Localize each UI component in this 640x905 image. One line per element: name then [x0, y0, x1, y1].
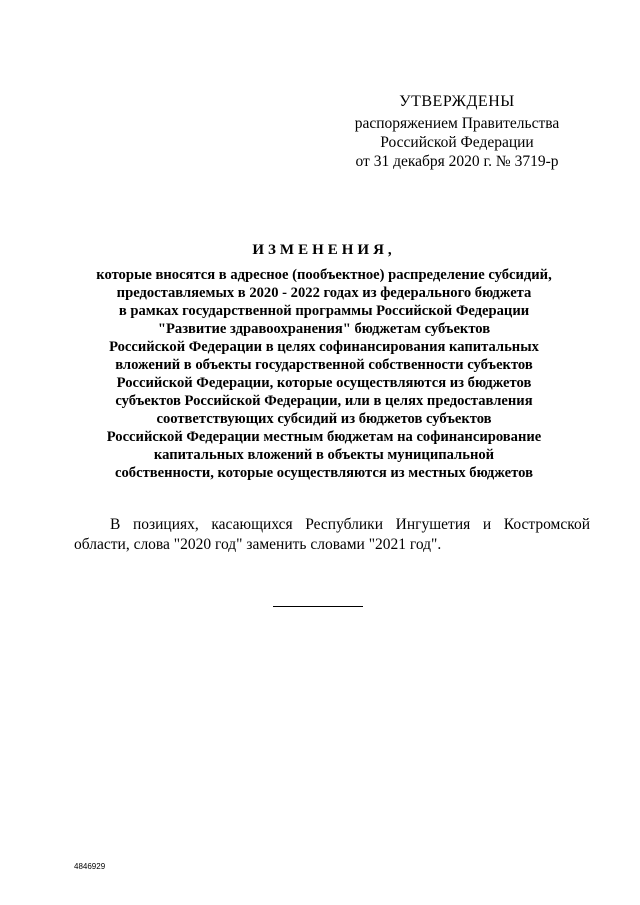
- subtitle-line: "Развитие здравоохранения" бюджетам субъектов: [157, 321, 491, 337]
- subtitle-line: собственности, которые осуществляются из местных бюджетов: [115, 465, 533, 481]
- subtitle-line: которые вносятся в адресное (пообъектное) распределение субсидий,: [96, 267, 552, 283]
- subtitle-line: предоставляемых в 2020 - 2022 годах из федерального бюджета: [116, 285, 532, 301]
- body-paragraph: [74, 515, 590, 555]
- document-title: ИЗМЕНЕНИЯ,: [252, 242, 396, 258]
- approval-line-government: Российской Федерации: [380, 134, 534, 151]
- subtitle-line: вложений в объекты государственной собственности субъектов: [115, 357, 533, 373]
- subtitle-line: Российской Федерации, которые осуществляются из бюджетов: [116, 375, 532, 391]
- subtitle-line: субъектов Российской Федерации, или в целях предоставления: [115, 393, 533, 409]
- document-number: 4846929: [74, 862, 106, 871]
- document-title-block: [40, 240, 608, 482]
- body-line: В позициях, касающихся Республики Ингушетия и Костромской: [110, 516, 590, 533]
- section-divider: [273, 606, 363, 607]
- subtitle-line: в рамках государственной программы Российской Федерации: [118, 303, 530, 319]
- body-line: области, слова "2020 год" заменить словами "2021 год".: [74, 536, 442, 553]
- subtitle-line: Российской Федерации в целях софинансирования капитальных: [109, 339, 539, 355]
- subtitle-line: капитальных вложений в объекты муниципальной: [153, 447, 495, 463]
- approval-block: [320, 92, 594, 171]
- approval-line-date-number: от 31 декабря 2020 г. № 3719-р: [355, 153, 559, 170]
- subtitle-line: соответствующих субсидий из бюджетов субъектов: [156, 411, 492, 427]
- subtitle-line: Российской Федерации местным бюджетам на софинансирование: [106, 429, 542, 445]
- approval-heading: УТВЕРЖДЕНЫ: [399, 93, 515, 110]
- approval-line-order: распоряжением Правительства: [354, 115, 560, 132]
